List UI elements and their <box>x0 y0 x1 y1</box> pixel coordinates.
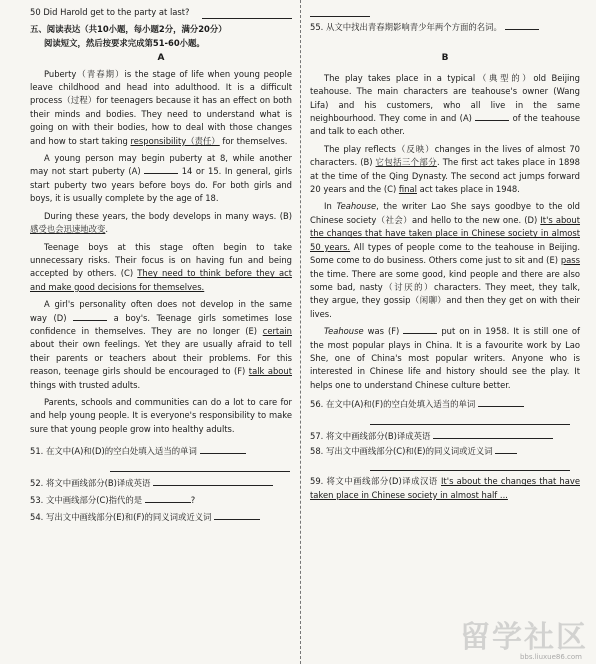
question-59: 59. 将文中画线部分(D)译成汉语 It's about the changes that have taken place in Chinese society in almost half ... <box>310 476 580 500</box>
paragraph-a3: During these years, the body develops in many ways. (B) 感受也会迅速地改变. <box>30 210 292 235</box>
underlined-c: They need to think before they act and make good decisions for themselves. <box>30 268 292 292</box>
answer-52[interactable] <box>153 476 273 486</box>
instruction: 阅读短文，然后按要求完成第51-60小题。 <box>44 37 205 48</box>
answer-53[interactable] <box>145 494 191 503</box>
underlined-f: talk about <box>248 366 292 377</box>
watermark-logo: 留学社区 <box>460 620 588 655</box>
right-column <box>310 6 580 502</box>
paragraph-b3: In Teahouse, the writer Lao She says goodbye to the old Chinese society（社会）and hello to the new one. (D) It's about the changes that have taken place in Chinese society in almost 50 years. All types of people come to the teahouse in Beijing. Some come to do business. Others come just to sit and (E) pass the time. There are some good, kind people and there are also some bad, nasty（讨厌的）characters. They meet, they talk, they argue, they gossip（闲聊）and then they get on with their lives. <box>310 201 581 319</box>
answer-56[interactable] <box>478 398 524 407</box>
underlined-b-e: pass <box>560 255 580 266</box>
question-52: 52. 将文中画线部分(B)译成英语 <box>30 476 292 490</box>
underlined-e: certain <box>262 325 292 336</box>
answer-51a[interactable] <box>200 445 246 454</box>
answer-54[interactable] <box>214 511 260 520</box>
answer-57[interactable] <box>433 429 553 439</box>
paragraph-a5: A girl's personality often does not develop in the same way (D) a boy's. Teenage girls sometimes lose confidence in themselves. They are no longer (E) certain about their own feelings. Yet they are usually afraid to tell their parents or teachers about their problems. For this reason, teenage girls should be encouraged to (F) talk about things with trusted adults. <box>30 299 292 390</box>
play-title: Teahouse <box>336 201 377 212</box>
blank-d[interactable] <box>73 312 107 321</box>
question-50: 50 Did Harold get to the party at last? <box>30 7 190 17</box>
question-53: 53. 文中画线部分(C)指代的是 ? <box>30 495 196 505</box>
underlined-b-b: 它包括三个部分 <box>375 157 437 168</box>
answer-58[interactable] <box>495 445 517 454</box>
paragraph-a2: A young person may begin puberty at 8, while another may not start puberty (A) 14 or 15. In general, girls start puberty two years before boys do. For both girls and boys, it is usually complete by the age of 18. <box>30 153 292 204</box>
underlined-b: 感受也会迅速地改变 <box>30 224 106 235</box>
answer-line-50[interactable] <box>202 8 292 19</box>
underlined-b-d: It's about the changes that have taken place in Chinese society in almost 50 years. <box>310 214 580 252</box>
answer-58b[interactable] <box>370 460 570 471</box>
question-55: 55. 从文中找出青春期影响青少年两个方面的名词。 <box>310 21 580 34</box>
left-column <box>30 6 292 525</box>
answer-55[interactable] <box>505 21 539 30</box>
blank-a[interactable] <box>144 165 178 174</box>
answer-51b[interactable] <box>110 461 290 472</box>
paragraph-a1: Puberty（青春期）is the stage of life when young people leave childhood and head into adulthood. It is a difficult process（过程）for teenagers because it has an effect on both their minds and bodies. They need to understand what is going on with their bodies, how to deal with those changes and how to start taking responsibility（责任） for themselves. <box>30 68 292 146</box>
watermark-url: bbs.liuxue86.com <box>519 653 582 661</box>
section-header: 五、阅读表达（共10小题，每小题2分，满分20分） <box>30 24 227 35</box>
underlined-59: It's about the changes that have taken place in Chinese society in almost half ... <box>310 476 580 500</box>
question-57: 57. 将文中画线部分(B)译成英语 <box>310 429 580 443</box>
question-56: 56. 在文中(A)和(F)的空白处填入适当的单词 <box>310 398 580 411</box>
question-54: 54. 写出文中画线部分(E)和(F)的同义词或近义词 <box>30 511 292 524</box>
blank-b-a[interactable] <box>475 112 509 121</box>
underlined-b-c: final <box>398 184 417 195</box>
passage-b-title: B <box>441 53 449 64</box>
underlined-responsibility: responsibility（责任） <box>130 135 220 146</box>
answer-line-top[interactable] <box>310 6 370 17</box>
paragraph-a6: Parents, schools and communities can do a lot to care for and help young people. It is everyone's responsibility to make sure that young people grow into healthy adults. <box>30 396 292 434</box>
question-51: 51. 在文中(A)和(D)的空白处填入适当的单词 <box>30 445 292 458</box>
question-58: 58. 写出文中画线部分(C)和(E)的同义词或近义词 <box>310 445 580 458</box>
paragraph-b1: The play takes place in a typical（典型的）old Beijing teahouse. The main characters are teahouse's owner (Wang Lifa) and his customers, who all live in the same neighbourhood. They come in and (A) of the teahouse and talk to each other. <box>310 72 580 137</box>
paragraph-b4: Teahouse was (F) put on in 1958. It is still one of the most popular plays in China. It is a favourite work by Lao She, one of China's most popular writers. Anyone who is interested in Chinese life and history should see the play. It helps one to understand Chinese culture better. <box>310 326 581 390</box>
column-divider <box>300 0 301 664</box>
blank-b-f[interactable] <box>403 325 437 334</box>
passage-a-title: A <box>157 53 165 64</box>
paragraph-b2: The play reflects（反映）changes in the lives of almost 70 characters. (B) 它包括三个部分. The first act takes place in 1898 at the time of the Qing Dynasty. The second act jumps forward 20 years and the (C) final act takes place in 1948. <box>310 143 580 195</box>
paragraph-a4: Teenage boys at this stage often begin to take unnecessary risks. Their focus is on having fun and being accepted by others. (C) They need to think before they act and make good decisions for themselves. <box>30 241 292 292</box>
play-title-2: Teahouse <box>324 326 364 337</box>
answer-56b[interactable] <box>370 414 570 425</box>
